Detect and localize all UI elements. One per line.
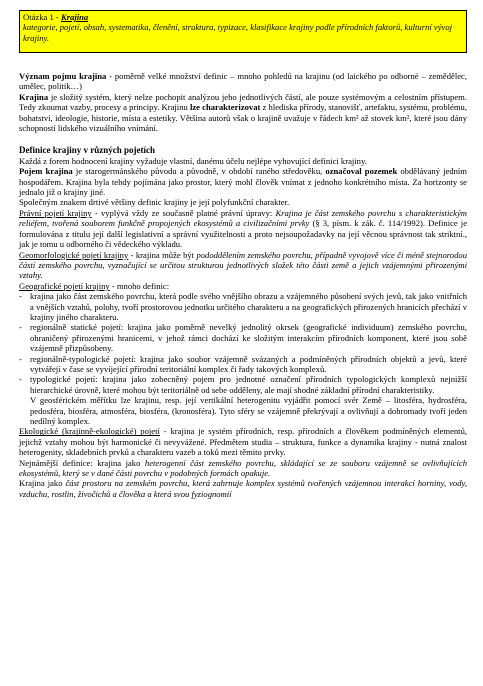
question-title: Krajina [60,12,89,22]
list-item: - regionálně statické pojetí: krajina jako poměrně nevelký jednolitý okrsek (geografické individuum) zemského povrchu, ohraničený přirozenými hranicemi, v jehož rámci dochází ke složitým interakcím přírodních komponent, které jsou sobě vzájemně přizpůsobeny. [19,322,467,354]
intro-paragraph [19,71,467,133]
list-item-text: typologické pojetí: krajina jako zobecněný pojem pro jednotné označení přírodních typologických komplexů nejnižší hierarchické úrovně, které mohou být teritoriálně od sebe odděleny, ale mají shodné základní přírodní charakteristiky. [30,374,467,395]
geo-text: - mnoho definic: [109,280,170,291]
geo-bullet-list [19,291,467,395]
intro-term-krajina: Krajina [19,91,49,102]
eco-text: - krajina je systém přírodních, resp. přírodních a člověkem podmíněných elementů, jejichž vztahy mohou být harmonické či nevyvážené. Předmětem studia – struktura, funkce a dynamika krajiny - nutná znalost heterogenity, skladebních prvků a charakteru vazeb a toků mezi těmito prvky. [19,426,468,458]
eco-label: Ekologické (krajinně-ekologické) pojetí [19,426,160,437]
legal-text-2: (§ 3, písm. k zák. č. 114/1992). Definice je formulována z titulu její další legislativní a správní využitelnosti a proto nejsoupožadavky na její věcnou správnost tak striktní., jak je tomu u odborného či vědeckého výkladu. [19,218,468,250]
geomorph-label: Geomorfologické pojetí krajiny [19,249,129,260]
geo-label: Geografické pojetí krajiny [19,280,110,291]
intro-term-charakterizovat: lze charakterizovat [189,102,261,113]
legal-paragraph [19,208,467,250]
geo-paragraph [19,281,467,291]
intro-text-2: je složitý systém, který nelze pochopit analýzou jeho jednotlivých částí, ale pouze systémovým a celostním přístupem. Tedy zkoumat vazby, procesy a principy. Krajinu [19,91,467,113]
list-item: - typologické pojetí: krajina jako zobecněný pojem pro jednotné označení přírodních typologických komplexů nejnižší hierarchické úrovně, které mohou být teritoriálně od sebe odděleny, ale mají shodné základní přírodní charakteristiky. [19,374,467,395]
last-text: Krajina jako [19,478,66,489]
list-item-text: regionálně-typologické pojetí: krajina jako soubor vzájemně svázaných a podmíněných přírodních objektů a jevů, které vytvářejí v čase se vyvíjející přírodní teritoriální komplex či řady takových komplexů. [30,353,467,374]
oznacoval-pozemek-term: označoval pozemek [325,166,398,177]
pojem-krajina-text-2: obdělávaný jedním hospodářem. Krajina byla tehdy pojímána jako prostor, který mohl člověk vnímat z jednoho konkrétního místa. Za horizonty se jednalo již o krajiny jiné. [19,166,467,198]
intro-text: - poměrně velké množství definic – mnoho pohledů na krajinu (od laického po odborné – zemědělec, umělec, politik…) [19,71,467,92]
geosphere-paragraph: V geosférickém měřítku lze krajinu, resp. její vertikální heterogenitu vyjádřit pomocí svér Země – litosféra, hydrosféra, pedosféra, biosféra, atmosféra, biosféra, (kronosféra). Tyto sféry se vzájemně překrývají a ovlivňují a dohromady tvoří jeden nedílný komplex. [30,395,467,426]
legal-definition: Krajina je část zemského povrchu s charakteristickým reliéfem, tvořená souborem funkčně propojených ekosystémů a civilizačními prvky [19,207,467,229]
newest-text: Nejnámější definice: krajina jako [19,457,145,468]
intro-term: Význam pojmu krajina [19,71,107,81]
polyfunction-paragraph: Společným znakem drtivé většiny definic krajiny je její polyfunkční charakter. [19,197,290,208]
list-item: - krajina jako část zemského povrchu, která podle svého vnějšího obrazu a vzájemného působení svých jevů, tak jako vnitřních a vnějších vztahů, polohy, tvoří prostorovou jednotku určitého charakteru a na geografických přirozených hranicích přechází v krajiny jiného charakteru. [19,291,467,322]
geomorph-definition: pododdělením zemského povrchu, případně vyvojově více či méně stejnorodou částí zemského povrchu, vyznačující se určitou strukturou jednotlivých složek této části země a jejich vzájemnými přirozenými vztahy. [19,249,467,281]
intro-text-3: z hlediska přírody, stanovišť, artefaktu, systému, problému, bohatství, ideologie, historie, místa a estetiky. Většina autorů však o krajině uvažuje v řádech km² až stovek km², které jsou dány schopností lidského vizuálního vnímání. [19,102,467,134]
list-item-text: regionálně statické pojetí: krajina jako poměrně nevelký jednolitý okrsek (geografické individuum) zemského povrchu, ohraničený přirozenými hranicemi, v jehož rámci dochází ke složitým interakcím přírodních komponent, které jsou sobě vzájemně přizpůsobeny. [30,322,467,354]
question-keywords: kategorie, pojetí, obsah, systematika, členění, struktura, typizace, klasifikace krajiny podle přírodních faktorů, kulturní vývoj krajiny. [23,22,453,43]
newest-definition: heterogenní část zemského povrchu, skládající se ze souboru vzájemně se ovlivňujících ekosystémů, který se v dané části povrchu v podobných formách opakuje. [19,457,467,479]
definitions-intro: Každá z forem hodnocení krajiny vyžaduje vlastní, danému účelu nejlépe vyhovující definici krajiny. [19,155,367,166]
list-item-text: krajina jako část zemského povrchu, která podle svého vnějšího obrazu a vzájemného působení svých jevů, tak jako vnitřních a vnějších vztahů, polohy, tvoří prostorovou jednotku určitého charakteru a na geografických přirozených hranicích přechází v krajiny jiného charakteru. [30,291,467,322]
question-box [19,10,467,53]
pojem-krajina-term: Pojem krajina [19,166,73,177]
legal-label: Právní pojetí krajiny [19,207,92,218]
last-definition: část prostoru na zemském povrchu, která zahrnuje komplex systémů tvořených vzájemnou interakcí horniny, vody, vzduchu, rostlin, živočichů a člověka a která svou fyziognomií [19,478,467,499]
document-page [19,10,467,499]
pojem-krajina-text: je starogermánského původu a původně, v období raného středověku, [72,166,326,177]
pojem-krajina-paragraph [19,166,467,197]
last-paragraph [19,478,467,499]
geomorph-paragraph [19,250,467,281]
list-item: - regionálně-typologické pojetí: krajina jako soubor vzájemně svázaných a podmíněných přírodních objektů a jevů, které vytvářejí v čase se vyvíjející přírodní teritoriální komplex či řady takových komplexů. [19,353,467,374]
eco-paragraph [19,426,467,457]
definitions-heading: Definice krajiny v různých pojetích [19,145,155,156]
legal-text: - vyplývá vždy ze současně platné právní úpravy: [91,207,276,218]
question-prefix: Otázka 1 - [23,12,61,22]
newest-definition-paragraph [19,458,467,479]
geomorph-text: - krajina může být [128,249,197,260]
